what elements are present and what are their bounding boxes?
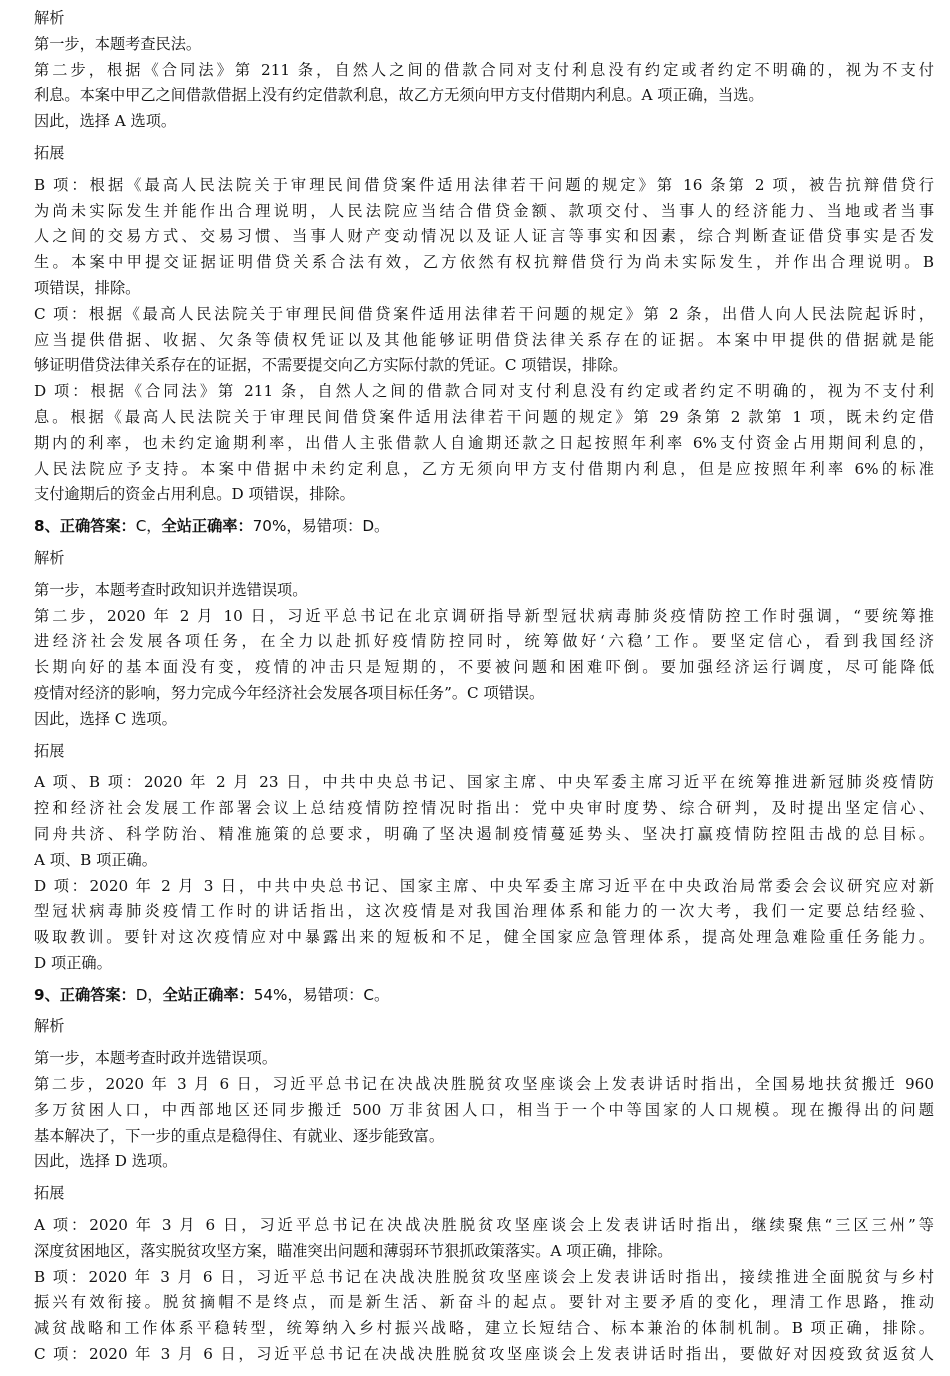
q8-extension-line: A 项、B 项：2020 年 2 月 23 日，中共中央总书记、国家主席、中央军委主席习近平在统筹推进新冠肺炎疫情防 [34,773,934,792]
q8-extension-line: D 项正确。 [34,953,112,972]
q8-answer-label: 正确答案： [59,517,136,536]
q7-analysis-title: 解析 [34,9,65,27]
q7-extension-line: 支付逾期后的资金占用利息。D 项错误，排除。 [34,485,355,504]
q9-extension-title: 拓展 [34,1184,65,1203]
q9-extension-line: 振兴有效衔接。脱贫摘帽不是终点，而是新生活、新奋斗的起点。要针对主要矛盾的变化，理清工作思路，推动 [34,1293,934,1312]
q8-extension-line: D 项：2020 年 2 月 3 日，中共中央总书记、国家主席、中央军委主席习近平在中央政治局常委会会议研究应对新 [34,876,934,895]
q8-analysis-line: 长期向好的基本面没有变，疫情的冲击只是短期的，不要被问题和困难吓倒。要加强经济运行调度，尽可能降低 [34,658,934,677]
q7-analysis-line: 第二步，根据《合同法》第 211 条，自然人之间的借款合同对支付利息没有约定或者约定不明确的，视为不支付 [34,60,934,79]
q8-analysis-title: 解析 [34,548,65,567]
q7-extension-line: 够证明借贷法律关系存在的证据，不需要提交向乙方实际付款的凭证。C 项错误，排除。 [34,356,628,375]
q7-extension-line: 息。根据《最高人民法院关于审理民间借贷案件适用法律若干问题的规定》第 29 条第 2 款第 1 项，既未约定借 [34,407,934,426]
q7-extension-line: 期内的利率，也未约定逾期利率，出借人主张借款人自逾期还款之日起按照年利率 6%支付资金占用期间利息的， [34,433,934,452]
q8-analysis-line: 第一步，本题考查时政知识并选错误项。 [34,580,308,599]
q8-analysis-line: 进经济社会发展各项任务，在全力以赴抓好疫情防控同时，统筹做好‘六稳’工作。要坚定信心，看到我国经济 [34,632,934,651]
q9-answer-label: 正确答案： [59,985,136,1004]
q8-answer-value: C， [135,517,162,536]
q7-analysis-line: 因此，选择 A 选项。 [34,112,177,131]
q8-analysis-line: 第二步，2020 年 2 月 10 日，习近平总书记在北京调研指导新型冠状病毒肺炎疫情防控工作时强调，“要统筹推 [34,606,934,625]
q8-extension-line: 吸取教训。要针对这次疫情应对中暴露出来的短板和不足，健全国家应急管理体系，提高处理急难险重任务能力。 [34,928,934,947]
q8-rate-value: 70%，易错项：D。 [252,517,390,536]
q7-extension-line: 项错误，排除。 [34,278,141,297]
q8-number: 8、 [34,517,60,536]
q9-analysis-line: 多万贫困人口，中西部地区还同步搬迁 500 万非贫困人口，相当于一个中等国家的人口规模。现在搬得出的问题 [34,1100,934,1119]
q7-extension-line: C 项：根据《最高人民法院关于审理民间借贷案件适用法律若干问题的规定》第 2 条，出借人向人民法院起诉时， [34,304,934,323]
q9-extension-line: 减贫战略和工作体系平稳转型，统筹纳入乡村振兴战略，建立长短结合、标本兼治的体制机制。B 项正确，排除。 [34,1319,934,1338]
q7-analysis-line: 利息。本案中甲乙之间借款借据上没有约定借款利息，故乙方无须向甲方支付借期内利息。A 项正确，当选。 [34,86,764,105]
q7-extension-line: 应当提供借据、收据、欠条等债权凭证以及其他能够证明借贷法律关系存在的证据。本案中甲提供的借据就是能 [34,330,934,349]
q7-extension-line: B 项：根据《最高人民法院关于审理民间借贷案件适用法律若干问题的规定》第 16 条第 2 项，被告抗辩借贷行 [34,175,934,194]
q9-rate-label: 全站正确率： [162,985,254,1004]
q9-extension-line: B 项：2020 年 3 月 6 日，习近平总书记在决战决胜脱贫攻坚座谈会上发表讲话时指出，接续推进全面脱贫与乡村 [34,1267,934,1286]
q9-answer-line [34,983,934,1009]
q8-extension-line: 控和经济社会发展工作部署会议上总结疫情防控情况时指出：党中央审时度势、综合研判，及时提出坚定信心、 [34,799,934,818]
q9-analysis-line: 基本解决了，下一步的重点是稳得住、有就业、逐步能致富。 [34,1126,445,1145]
q9-extension-line: A 项：2020 年 3 月 6 日，习近平总书记在决战决胜脱贫攻坚座谈会上发表讲话时指出，继续聚焦“三区三州”等 [34,1216,934,1235]
q8-extension-line: 型冠状病毒肺炎疫情工作时的讲话指出，这次疫情是对我国治理体系和能力的一次大考，我们一定要总结经验、 [34,902,934,921]
q9-analysis-line: 因此，选择 D 选项。 [34,1152,178,1171]
q8-extension-line: A 项、B 项正确。 [34,850,157,869]
q7-extension-title: 拓展 [34,143,65,162]
q8-extension-line: 同舟共济、科学防治、精准施策的总要求，明确了坚决遏制疫情蔓延势头、坚决打赢疫情防控阻击战的总目标。 [34,824,934,843]
q7-extension-line: 人之间的交易方式、交易习惯、当事人财产变动情况以及证人证言等事实和因素，综合判断查证借贷事实是否发 [34,227,934,246]
q9-answer-value: D， [135,985,163,1004]
q7-extension-line: D 项：根据《合同法》第 211 条，自然人之间的借款合同对支付利息没有约定或者约定不明确的，视为不支付利 [34,382,934,401]
q7-extension-line: 为尚未实际发生并能作出合理说明，人民法院应当结合借贷金额、款项交付、当事人的经济能力、当地或者当事 [34,201,934,220]
q9-rate-value: 54%，易错项：C。 [253,985,390,1004]
q8-rate-label: 全站正确率： [161,517,253,536]
q9-analysis-line: 第二步，2020 年 3 月 6 日，习近平总书记在决战决胜脱贫攻坚座谈会上发表讲话时指出，全国易地扶贫搬迁 960 [34,1075,934,1094]
q8-answer-line [34,514,934,540]
q9-number: 9、 [34,985,60,1004]
q7-analysis-line: 第一步，本题考查民法。 [34,34,202,53]
q9-extension-line: C 项：2020 年 3 月 6 日，习近平总书记在决战决胜脱贫攻坚座谈会上发表讲话时指出，要做好对因疫致贫返贫人 [34,1345,934,1364]
q9-analysis-title: 解析 [34,1017,65,1036]
q8-analysis-line: 疫情对经济的影响，努力完成今年经济社会发展各项目标任务”。C 项错误。 [34,683,545,702]
q7-extension-line: 人民法院应予支持。本案中借据中未约定利息，乙方无须向甲方支付借期内利息，但是应按照年利率 6%的标准 [34,459,934,478]
q8-extension-title: 拓展 [34,741,65,760]
q8-analysis-line: 因此，选择 C 选项。 [34,709,177,728]
q7-extension-line: 生。本案中甲提交证据证明借贷关系合法有效，乙方依然有权抗辩借贷行为尚未实际发生，并作出合理说明。B [34,253,934,272]
q9-extension-line: 深度贫困地区，落实脱贫攻坚方案，瞄准突出问题和薄弱环节狠抓政策落实。A 项正确，排除。 [34,1241,673,1260]
q9-analysis-line: 第一步，本题考查时政并选错误项。 [34,1049,277,1068]
